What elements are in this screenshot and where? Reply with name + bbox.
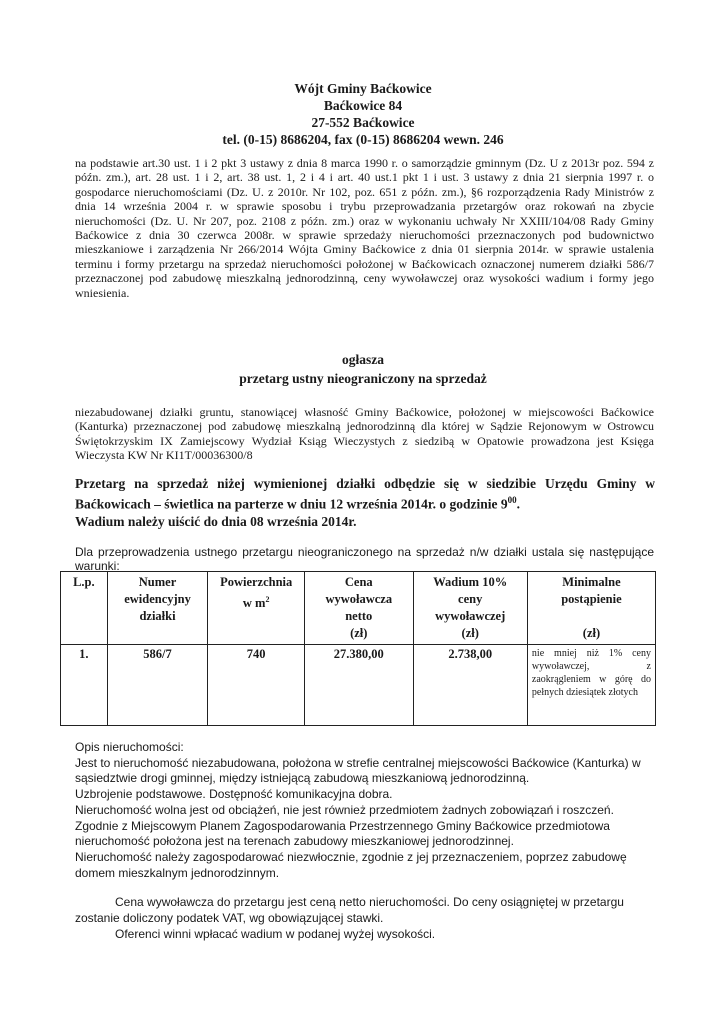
table-header-row [61,572,656,645]
opis-line: Zgodnie z Miejscowym Planem Zagospodarowania Przestrzennego Gminy Baćkowice przedmiotowa nieruchomość położona jest na terenach zabudowy mieszkaniowej jednorodzinnej. [75,818,610,849]
conditions-table [60,571,656,726]
opis-line: Jest to nieruchomość niezabudowana, położona w strefie centralnej miejscowości Baćkowice (Kanturka) w sąsiedztwie drogi gminnej, między istniejącą zabudową mieszkaniową jednorodzinną. [75,755,641,786]
header-wadium: Wadium 10% ceny wywoławczej (zł) [413,572,527,645]
cell-powierzchnia: 740 [208,645,305,726]
cell-lp: 1. [61,645,108,726]
issuer-name: Wójt Gminy Baćkowice [294,81,432,96]
header-cena: Cena wywoławcza netto (zł) [305,572,413,645]
header-postapienie: Minimalne postąpienie (zł) [527,572,655,645]
legal-basis-paragraph: na podstawie art.30 ust. 1 i 2 pkt 3 ustawy z dnia 8 marca 1990 r. o samorządzie gminnym (Dz. U z 2013r poz. 594 z późn. zm.), art. 28 ust. 1 i 2, art. 38 ust. 1, 2 i 4 i art. 40 ust.1 pkt 1 i ust. 3 ustawy z dnia 21 sierpnia 1997 r. o gospodarce nieruchomościami (Dz. U. z 2010r. Nr 102, poz. 651 z późn. zm.), §6 rozporządzenia Rady Ministrów z dnia 14 września 2004 r. w sprawie sposobu i trybu przeprowadzania przetargów oraz rokowań na zbycie nieruchomości (Dz. U. Nr 207, poz. 2108 z późn. zm.) oraz w wykonaniu uchwały Nr XXIII/104/08 Rady Gminy Baćkowice z dnia 30 czerwca 2008r. w sprawie sprzedaży nieruchomości przeznaczonych pod budownictwo mieszkaniowe i zarządzenia Nr 266/2014 Wójta Gminy Baćkowice z dnia 01 sierpnia 2014r. w sprawie ustalenia terminu i formy przetargu na sprzedaż nieruchomości położonej w Baćkowicach oznaczonej numerem działki 586/7 przeznaczonej pod zabudowę mieszkalną jednorodzinną, ceny wywoławczej oraz wysokości wadium i formy jego wniesienia. [75,156,654,300]
cell-cena: 27.380,00 [305,645,413,726]
property-details [75,740,655,942]
header-powierzchnia: Powierzchnia w $m^2$ [208,572,305,645]
issuer-address: Baćkowice 84 [323,98,403,113]
opis-line: Nieruchomość należy zagospodarować niezwłocznie, zgodnie z jej przeznaczeniem, poprzez zabudowę domem mieszkalnym jednorodzinnym. [75,849,627,880]
cell-postapienie: nie mniej niż 1% ceny wywoławczej, z zaokrągleniem w górę do pełnych dziesiątek złotych [527,645,655,726]
deposit-note: Oferenci winni wpłacać wadium w podanej wyżej wysokości. [115,926,436,941]
issuer-postal: 27-552 Baćkowice [311,115,415,130]
opis-line: Nieruchomość wolna jest od obciążeń, nie jest również przedmiotem żadnych zobowiązań i roszczeń. [75,802,614,817]
issuer-phone: tel. (0-15) 8686204, fax (0-15) 8686204 wewn. 246 [222,132,504,147]
vat-note: Cena wywoławcza do przetargu jest ceną netto nieruchomości. Do ceny osiągniętej w przetargu zostanie doliczony podatek VAT, wg obowiązującej stawki. [75,895,624,926]
opis-title: Opis nieruchomości: [75,740,184,754]
header-numer: Numer ewidencyjny działki [107,572,208,645]
letterhead [0,80,726,148]
cell-wadium: 2.738,00 [413,645,527,726]
announce-title: ogłasza [342,352,384,367]
cell-numer: 586/7 [107,645,208,726]
deposit-deadline: Wadium należy uiścić do dnia 08 września 2014r. [75,513,357,529]
auction-info-text: Przetarg na sprzedaż niżej wymienionej działki odbędzie się w siedzibie Urzędu Gminy w Baćkowicach – świetlica na parterze w dniu 12 września 2014r. o godzinie 9 [75,476,655,512]
header-lp: L.p. [61,572,108,645]
conditions-intro: Dla przeprowadzenia ustnego przetargu nieograniczonego na sprzedaż n/w działki ustala się następujące warunki: [75,545,654,574]
auction-info-end: . [516,496,520,512]
auction-hour-minutes: 00 [507,495,517,505]
property-description: niezabudowanej działki gruntu, stanowiącej własność Gminy Baćkowice, położonej w miejscowości Baćkowice (Kanturka) przeznaczonej pod zabudowę mieszkalną jednorodzinną dla której w Sądzie Rejonowym w Ostrowcu Świętokrzyskim IX Zamiejscowy Wydział Ksiąg Wieczystych z siedzibą w Opatowie prowadzona jest Księga Wieczysta KW Nr KI1T/00036300/8 [75,405,654,463]
opis-line: Uzbrojenie podstawowe. Dostępność komunikacyjna dobra. [75,787,393,802]
table-row [61,645,656,726]
announce-subtitle: przetarg ustny nieograniczony na sprzedaż [239,371,487,386]
auction-info [75,475,655,530]
